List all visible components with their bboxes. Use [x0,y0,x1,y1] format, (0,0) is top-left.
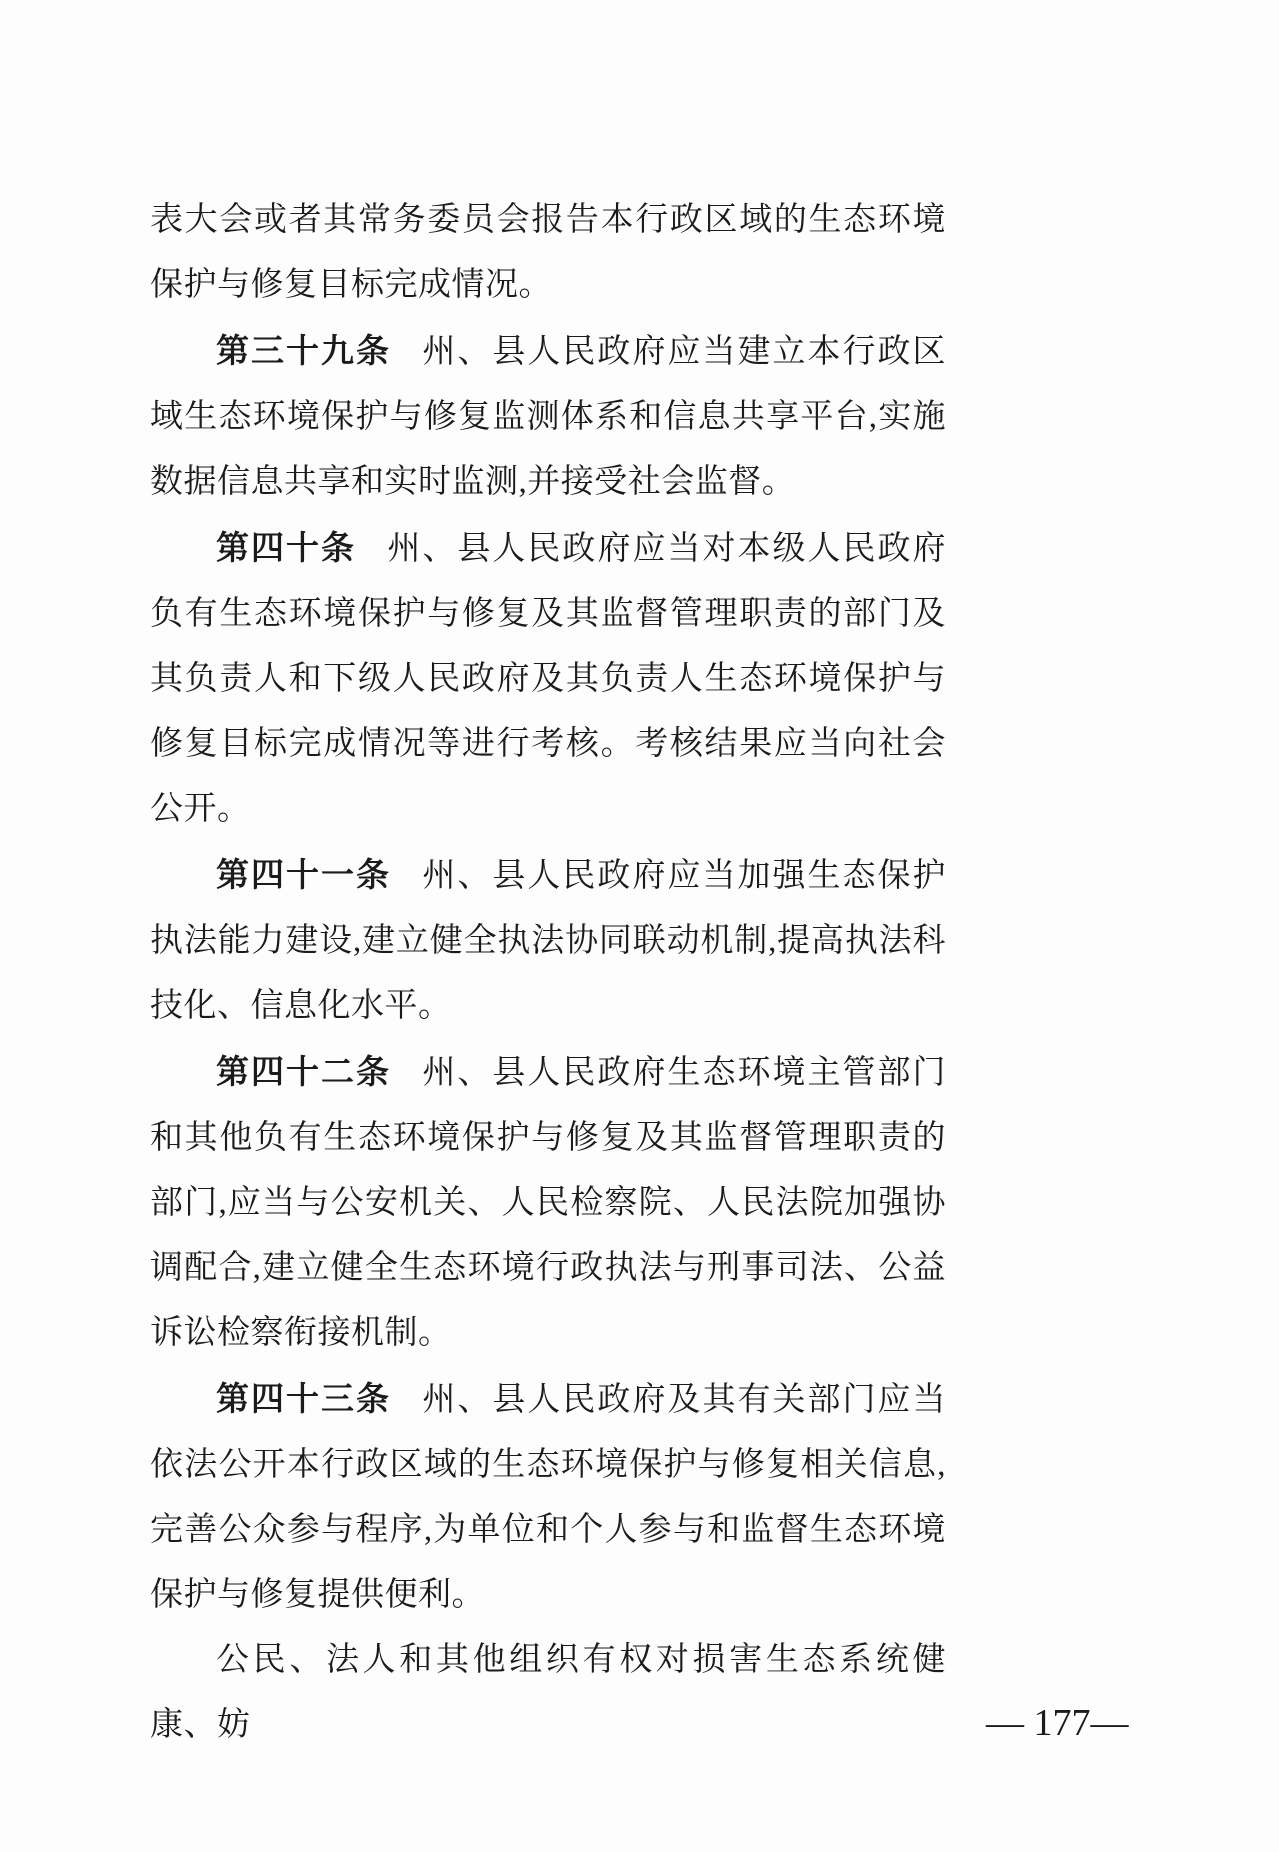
paragraph-text: 州、县人民政府应当加强生态保护执法能力建设,建立健全执法协同联动机制,提高执法科技化、信息化水平。 [150,858,947,1024]
article-number: 第三十九条 [216,332,392,369]
paragraph-continuation [150,188,946,318]
article-number: 第四十三条 [216,1380,392,1417]
page-number: — 177— [986,1702,1129,1744]
paragraph-article-39 [150,318,946,515]
paragraph-article-40 [150,515,946,842]
paragraph-text: 州、县人民政府及其有关部门应当依法公开本行政区域的生态环境保护与修复相关信息,完善公众参与程序,为单位和个人参与和监督生态环境保护与修复提供便利。 [150,1382,947,1613]
paragraph-article-42 [150,1039,946,1366]
paragraph-text: 表大会或者其常务委员会报告本行政区域的生态环境保护与修复目标完成情况。 [150,202,946,303]
paragraph-text: 州、县人民政府应当建立本行政区域生态环境保护与修复监测体系和信息共享平台,实施数据信息共享和实时监测,并接受社会监督。 [150,334,947,500]
text-block [150,188,946,1758]
article-number: 第四十一条 [216,856,392,893]
paragraph-text: 州、县人民政府生态环境主管部门和其他负有生态环境保护与修复及其监督管理职责的部门,应当与公安机关、人民检察院、人民法院加强协调配合,建立健全生态环境行政执法与刑事司法、公益诉讼检察衔接机制。 [150,1055,947,1351]
article-number: 第四十条 [216,529,357,566]
article-number: 第四十二条 [216,1053,392,1090]
paragraph-article-41 [150,842,946,1039]
paragraph-citizens [150,1628,946,1758]
paragraph-text: 公民、法人和其他组织有权对损害生态系统健康、妨 [150,1642,946,1743]
paragraph-text: 州、县人民政府应当对本级人民政府负有生态环境保护与修复及其监督管理职责的部门及其负责人和下级人民政府及其负责人生态环境保护与修复目标完成情况等进行考核。考核结果应当向社会公开。 [150,531,947,827]
paragraph-article-43 [150,1366,946,1628]
